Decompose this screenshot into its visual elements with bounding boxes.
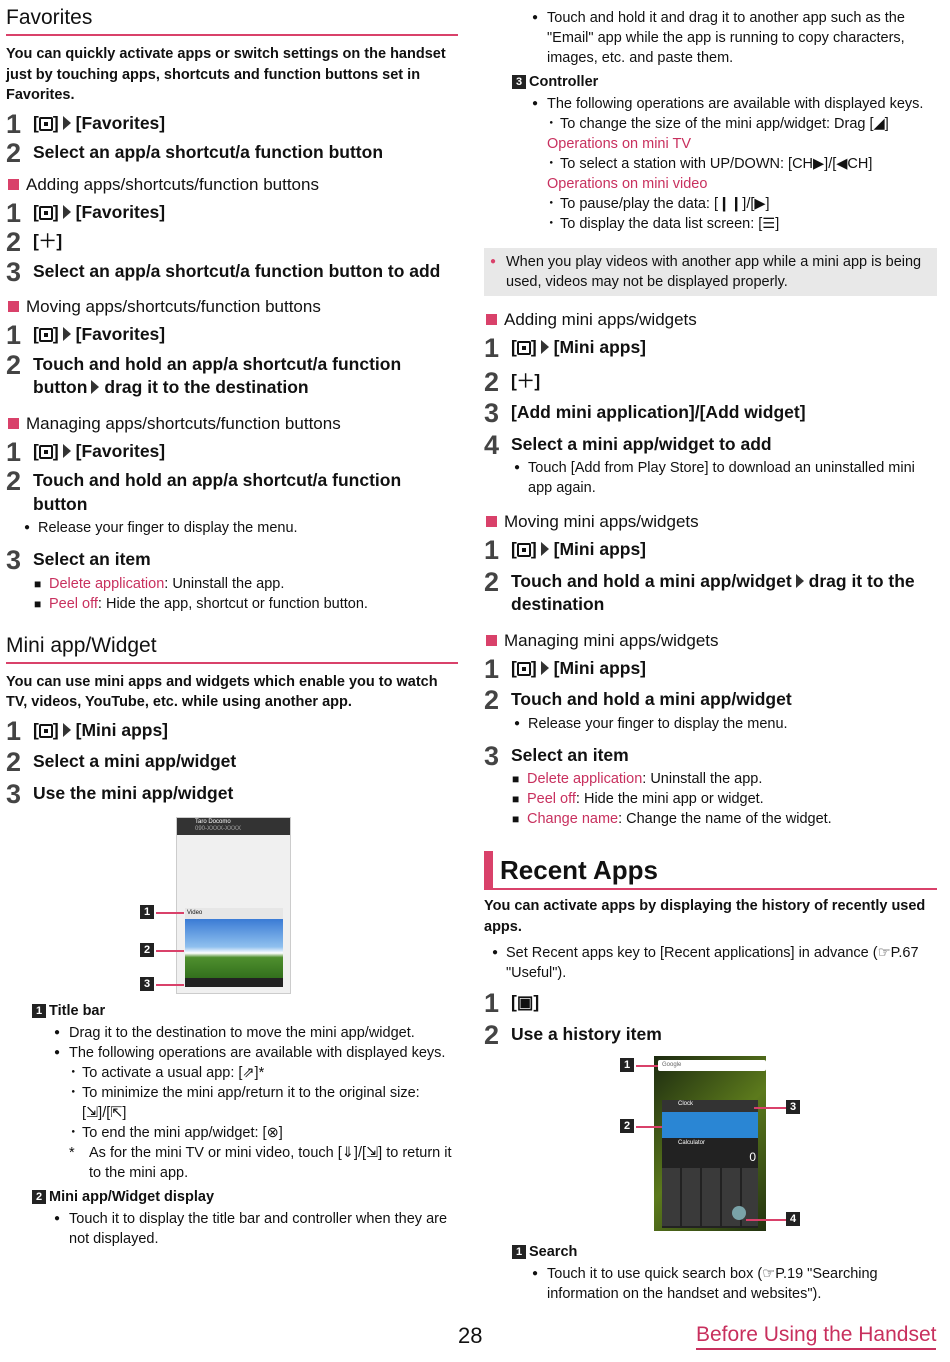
arrow-right-icon: [541, 340, 549, 354]
section-link[interactable]: Before Using the Handset: [696, 1323, 936, 1350]
callout-3: 3: [140, 977, 154, 991]
mg-step-2: 2 Touch and hold a mini app/widget: [484, 685, 792, 715]
recent-step-2: 2 Use a history item: [484, 1019, 662, 1050]
peel-off-link[interactable]: Peel off: [527, 791, 576, 807]
title-bar-b2: ● The following operations are available with displayed keys.: [6, 1043, 458, 1063]
fav-step-1: 1 [ ] [Favorites]: [6, 108, 166, 139]
top-bullet: ● Touch and hold it and drag it to another app such as the "Email" app while the app is running to copy characters, images, etc. and paste them.: [484, 8, 937, 68]
add-mini-heading: Adding mini apps/widgets: [484, 310, 937, 330]
callout-1: 1: [620, 1058, 634, 1072]
tb-op-1: ・ To activate a usual app: [⇗]*: [6, 1063, 458, 1083]
home-key-icon: [39, 206, 53, 220]
man-step-3: 3 Select an item: [6, 545, 151, 575]
phone-screen: [176, 817, 291, 994]
add-step-1: 1 [ ] [Favorites]: [6, 197, 166, 228]
man-step-2: 2 Touch and hold an app/a shortcut/a function button: [6, 466, 402, 514]
man-item-2: ■ Peel off: Hide the app, shortcut or function button.: [6, 594, 458, 614]
arrow-right-icon: [91, 380, 99, 394]
callout-line-2: [156, 950, 184, 952]
am-step-3: 3 [Add mini application]/[Add widget]: [484, 398, 806, 428]
move-step-1: 1 [ ] [Favorites]: [6, 320, 166, 350]
callout-line-1: [636, 1065, 658, 1067]
mm-step-2: 2 Touch and hold a mini app/widget drag it to the destination: [484, 566, 915, 614]
mini-app-figure: [6, 817, 458, 997]
moving-heading: Moving apps/shortcuts/function buttons: [6, 297, 458, 317]
tb-op-3: ・ To end the mini app/widget: [⊗]: [6, 1123, 458, 1143]
search-bar[interactable]: Google: [658, 1060, 766, 1071]
callout-3: 3: [786, 1100, 800, 1114]
man-item-1: ■ Delete application: Uninstall the app.: [6, 574, 458, 594]
mg-step-3: 3 Select an item: [484, 740, 629, 771]
home-key-icon: [517, 341, 531, 355]
mini-app-controller[interactable]: [185, 978, 283, 987]
favorites-heading: Favorites: [6, 0, 458, 36]
mini-step-2: 2 Select a mini app/widget: [6, 747, 237, 777]
callout-1: 1: [140, 905, 154, 919]
move-step-2: 2 Touch and hold an app/a shortcut/a function button drag it to the destination: [6, 349, 402, 397]
recent-b1: ● Set Recent apps key to [Recent applications] in advance (☞P.67 "Useful").: [484, 943, 937, 983]
tb-op-2: ・ To minimize the mini app/return it to the original size: [⇲]/[⇱]: [6, 1083, 458, 1123]
ctl-op-4: ・ To display the data list screen: [☰]: [484, 214, 937, 234]
peel-off-link[interactable]: Peel off: [49, 595, 98, 612]
callout-line-3: [156, 984, 184, 986]
arrow-right-icon: [63, 116, 71, 130]
ctl-op-2: ・ To select a station with UP/DOWN: [CH▶]/[◀CH]: [484, 154, 937, 174]
display-label: 2 Mini app/Widget display: [32, 1187, 458, 1207]
move-mini-heading: Moving mini apps/widgets: [484, 512, 937, 532]
display-b1: ● Touch it to display the title bar and controller when they are not displayed.: [6, 1209, 458, 1249]
page-number: 28: [458, 1323, 483, 1348]
callout-line-3: [754, 1107, 786, 1109]
arrow-right-icon: [63, 723, 71, 737]
favorites-intro: You can quickly activate apps or switch settings on the handset just by touching apps, shortcuts and function buttons set in Favorites.: [6, 46, 446, 103]
mm-step-1: 1 [ ] [Mini apps]: [484, 535, 647, 565]
close-all-icon[interactable]: [732, 1206, 746, 1220]
mini-intro: You can use mini apps and widgets which enable you to watch TV, videos, YouTube, etc. while using another app.: [6, 673, 438, 710]
arrow-right-icon: [796, 574, 804, 588]
recent-heading: Recent Apps: [484, 851, 937, 890]
search-label: 1 Search: [512, 1242, 937, 1262]
note-box: ● When you play videos with another app while a mini app is being used, videos may not be displayed properly.: [484, 248, 937, 296]
home-key-icon: [517, 543, 531, 557]
calc-label: Calculator: [678, 1140, 706, 1146]
change-name-link[interactable]: Change name: [527, 811, 619, 827]
managing-heading: Managing apps/shortcuts/function buttons: [6, 414, 458, 434]
controller-label: 3 Controller: [512, 72, 937, 92]
home-key-icon: [39, 724, 53, 738]
mg-bullet: ● Release your finger to display the menu.: [506, 714, 937, 734]
title-bar-label: 1 Title bar: [32, 1001, 458, 1021]
arrow-right-icon: [541, 661, 549, 675]
mg-item-3: ■ Change name: Change the name of the widget.: [484, 809, 937, 829]
callout-line-4: [746, 1219, 786, 1221]
man-mini-heading: Managing mini apps/widgets: [484, 631, 937, 651]
am-step-2: 2 [＋]: [484, 366, 541, 397]
home-key-icon: [517, 662, 531, 676]
man-step-1: 1 [ ] [Favorites]: [6, 436, 166, 467]
ctl-op-3: ・ To pause/play the data: [❙❙]/[▶]: [484, 194, 937, 214]
phone-header: Taro Docomo 090-XXXX-XXXX: [177, 818, 290, 835]
arrow-right-icon: [63, 444, 71, 458]
add-step-3: 3 Select an app/a shortcut/a function button to add: [6, 256, 441, 287]
arrow-right-icon: [63, 327, 71, 341]
am-step-1: 1 [ ] [Mini apps]: [484, 333, 647, 363]
recent-intro: You can activate apps by displaying the history of recently used apps.: [484, 898, 926, 935]
am-step-4: 4 Select a mini app/widget to add: [484, 429, 772, 460]
delete-application-link[interactable]: Delete application: [527, 771, 643, 787]
recent-step-1: 1 [▣]: [484, 988, 540, 1018]
controller-b1: ● The following operations are available with displayed keys.: [484, 94, 937, 114]
delete-application-link[interactable]: Delete application: [49, 575, 165, 592]
search-b1: ● Touch it to use quick search box (☞P.19 "Searching information on the handset and websites").: [484, 1264, 937, 1304]
home-key-icon: [39, 328, 53, 342]
callout-2: 2: [620, 1119, 634, 1133]
mini-step-3: 3 Use the mini app/widget: [6, 778, 234, 809]
callout-2: 2: [140, 943, 154, 957]
add-step-2: 2 [＋]: [6, 227, 63, 257]
right-column: [484, 8, 937, 1304]
mini-app-display[interactable]: [185, 919, 283, 981]
mg-item-2: ■ Peel off: Hide the mini app or widget.: [484, 789, 937, 809]
calc-display: 0: [749, 1150, 756, 1164]
callout-line-1: [156, 912, 184, 914]
recent-apps-figure: [484, 1056, 937, 1238]
mini-step-1: 1 [ ] [Mini apps]: [6, 715, 169, 746]
mini-app-titlebar[interactable]: Video: [185, 908, 283, 919]
tb-note: * As for the mini TV or mini video, touch [⇓]/[⇲] to return it to the mini app.: [69, 1145, 452, 1181]
ctl-op-1-link[interactable]: Operations on mini TV: [547, 136, 691, 152]
ctl-op-2-link[interactable]: Operations on mini video: [547, 176, 708, 192]
man-bullet: ● Release your finger to display the menu.: [16, 518, 458, 538]
arrow-right-icon: [63, 205, 71, 219]
home-key-icon: [39, 445, 53, 459]
am-bullet: ● Touch [Add from Play Store] to download an uninstalled mini app again.: [506, 458, 937, 498]
left-column: [6, 0, 458, 1249]
ctl-op-1: ・ To change the size of the mini app/widget: Drag [◢]: [484, 114, 937, 134]
home-key-icon: [39, 117, 53, 131]
adding-heading: Adding apps/shortcuts/function buttons: [6, 175, 458, 195]
callout-line-2: [636, 1126, 662, 1128]
arrow-right-icon: [541, 542, 549, 556]
fav-step-2: 2 Select an app/a shortcut/a function button: [6, 138, 384, 168]
recent-screen: [654, 1056, 766, 1231]
mini-heading: Mini app/Widget: [6, 628, 458, 664]
mg-item-1: ■ Delete application: Uninstall the app.: [484, 769, 937, 789]
callout-4: 4: [786, 1212, 800, 1226]
clock-label: Clock: [678, 1101, 694, 1107]
title-bar-b1: ● Drag it to the destination to move the mini app/widget.: [6, 1023, 458, 1043]
mg-step-1: 1 [ ] [Mini apps]: [484, 653, 647, 684]
